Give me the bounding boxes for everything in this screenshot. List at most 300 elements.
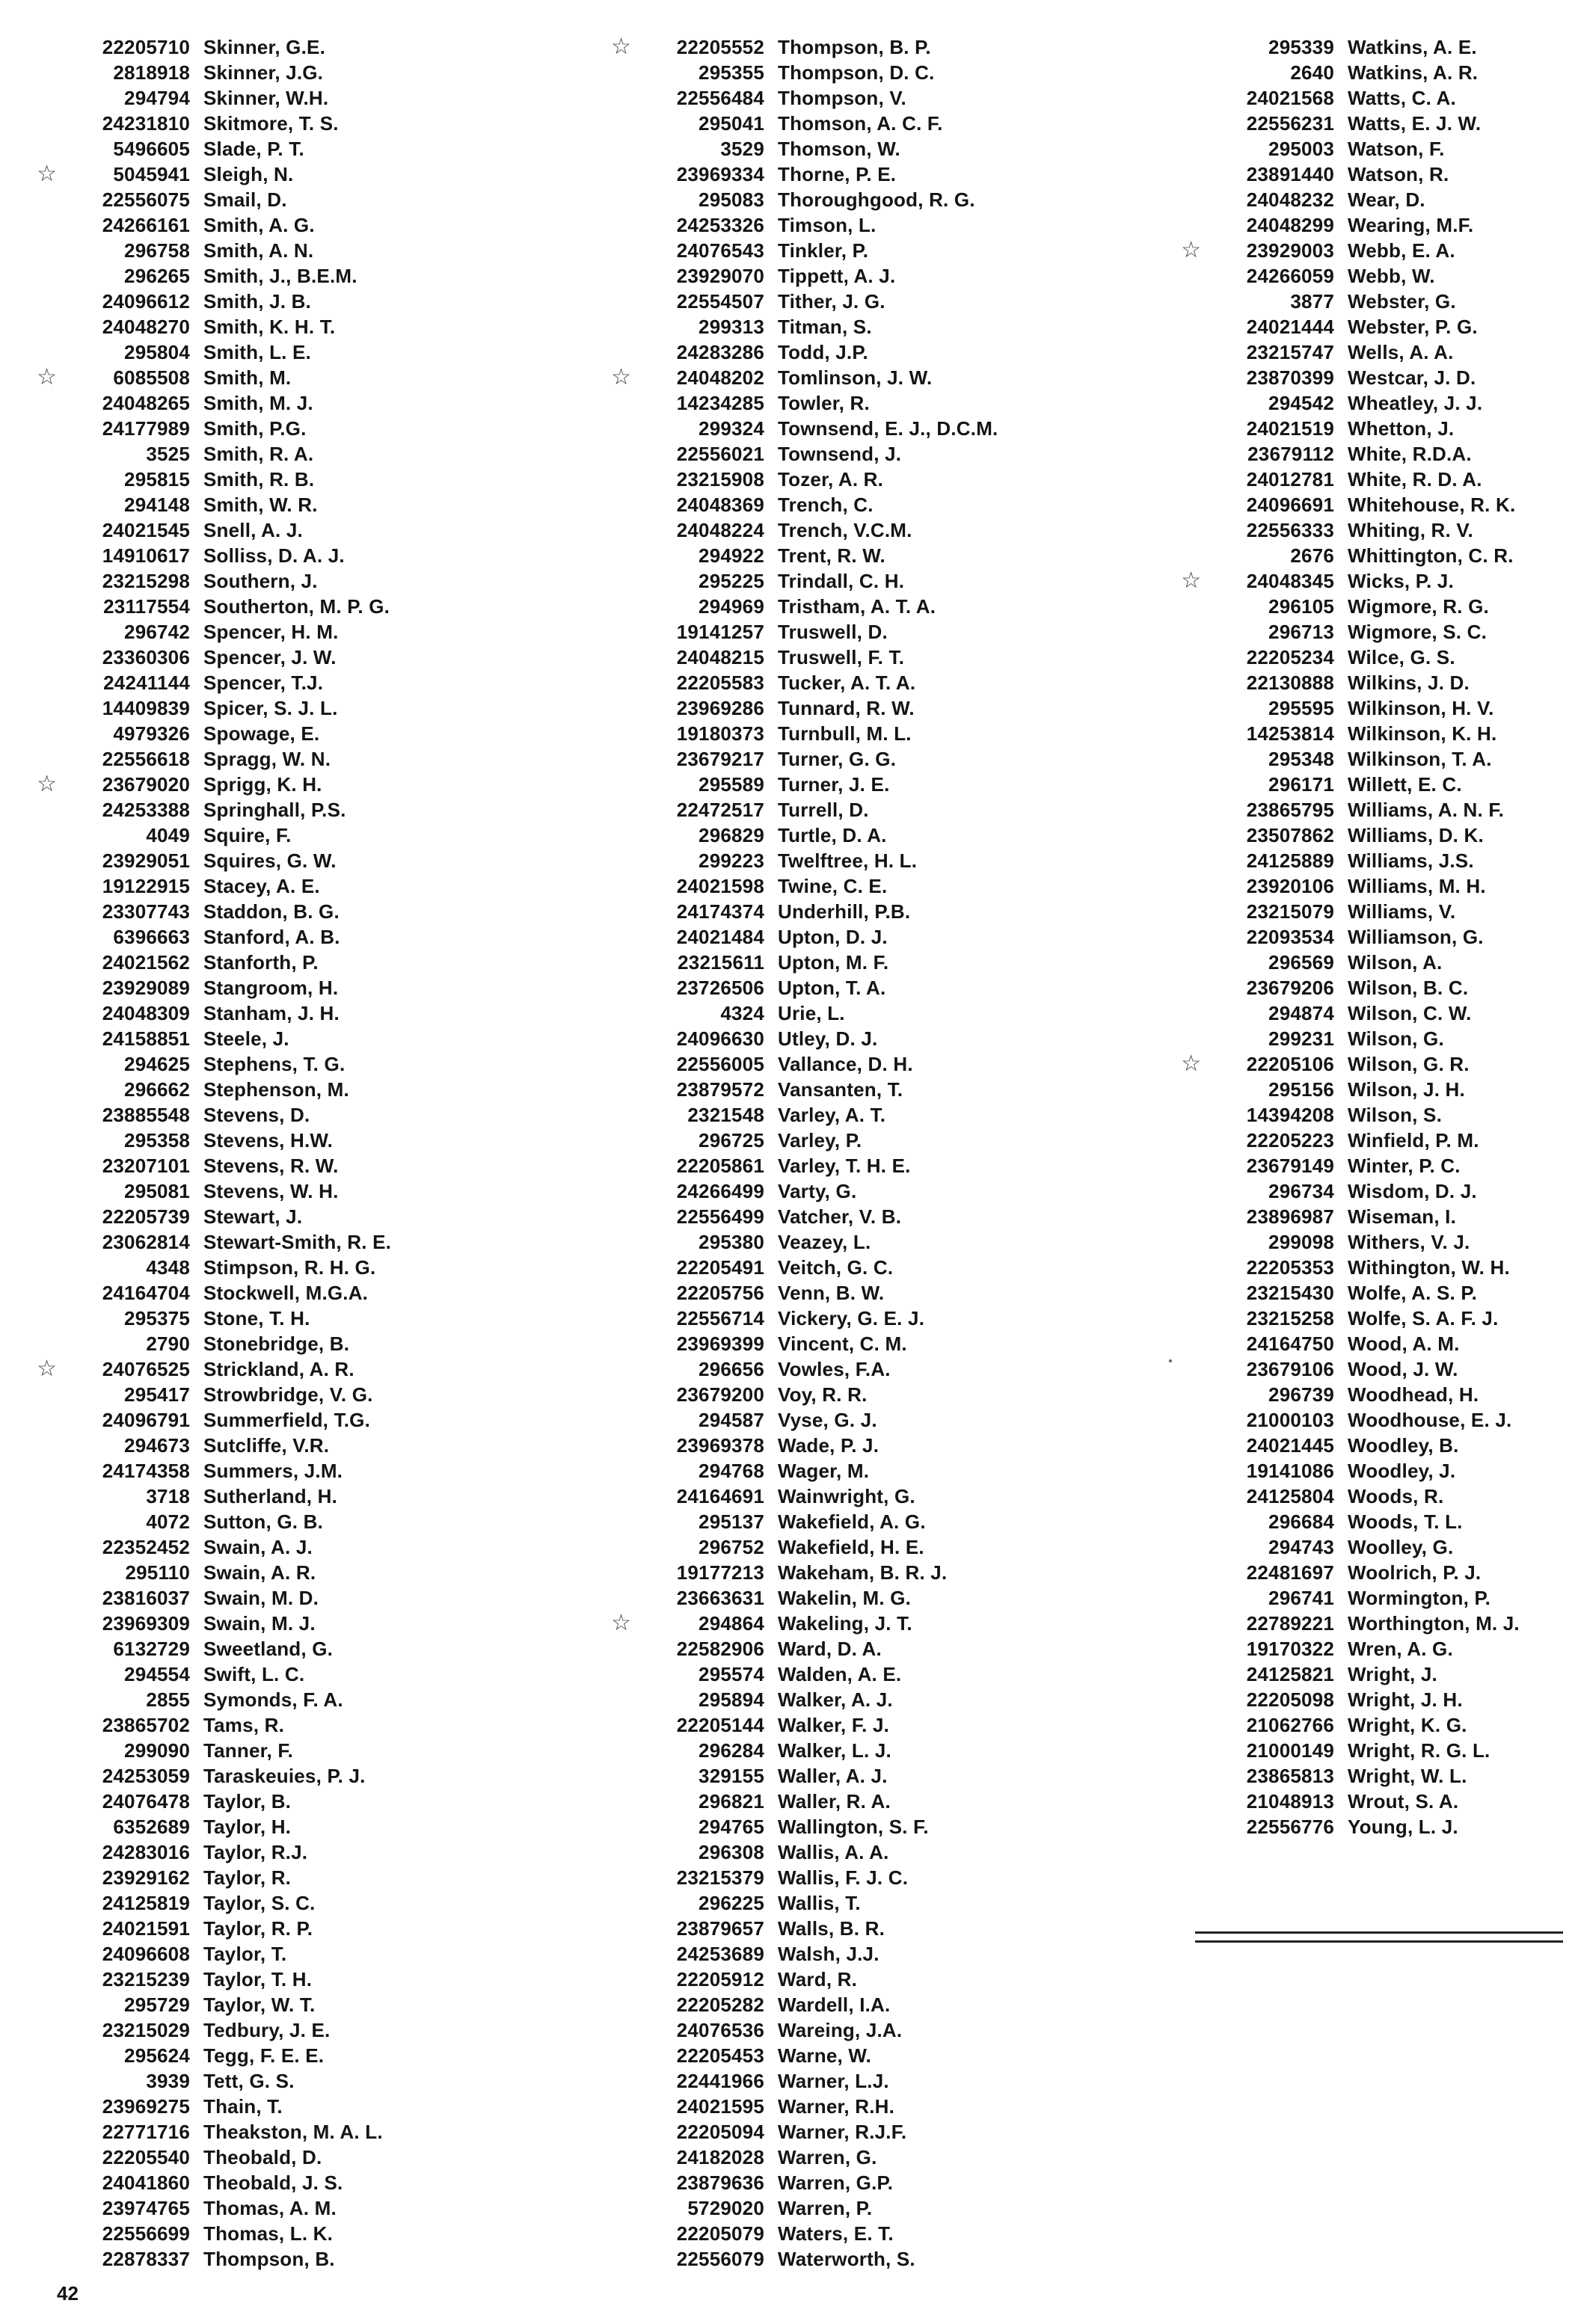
roll-entry	[28, 1280, 391, 1306]
roll-entry	[603, 2246, 998, 2272]
roll-entry	[1173, 238, 1520, 263]
service-number: 299223	[699, 849, 764, 872]
roll-entry	[28, 1687, 391, 1712]
person-name: Waters, E. T.	[778, 2222, 894, 2245]
service-number: 6132729	[113, 1637, 190, 1660]
roll-entry	[1173, 797, 1520, 823]
roll-entry	[603, 1433, 998, 1458]
roll-entry	[28, 950, 391, 975]
roll-entry	[1173, 212, 1520, 238]
roll-entry	[28, 1484, 391, 1509]
service-number: 22556484	[676, 86, 764, 109]
service-number: 22556714	[676, 1306, 764, 1329]
roll-entry	[28, 594, 391, 619]
person-name: Stangroom, H.	[203, 976, 339, 999]
person-name: Spencer, J. W.	[203, 645, 337, 668]
service-number: 22205453	[676, 2044, 764, 2067]
roll-entry	[1173, 1128, 1520, 1153]
person-name: Taylor, H.	[203, 1815, 292, 1838]
service-number: 19180373	[676, 722, 764, 745]
service-number: 23929003	[1246, 239, 1334, 262]
service-number: 24266161	[102, 213, 190, 236]
roll-entry	[28, 1992, 391, 2017]
roll-entry	[603, 1534, 998, 1560]
person-name: Slade, P. T.	[203, 137, 304, 160]
person-name: Walsh, J.J.	[778, 1942, 879, 1965]
person-name: Snell, A. J.	[203, 518, 303, 541]
service-number: 295417	[124, 1383, 190, 1406]
person-name: Wearing, M.F.	[1348, 213, 1474, 236]
service-number: 23062814	[102, 1230, 190, 1253]
roll-entry	[28, 695, 391, 721]
person-name: Wilson, G. R.	[1348, 1052, 1470, 1075]
roll-entry	[603, 1484, 998, 1509]
service-number: 299324	[699, 416, 764, 440]
roll-entry	[1173, 416, 1520, 441]
roll-entry	[28, 848, 391, 873]
person-name: Wallis, T.	[778, 1891, 861, 1914]
person-name: Wilson, A.	[1348, 950, 1443, 974]
roll-entry	[603, 619, 998, 645]
person-name: Skinner, G.E.	[203, 35, 325, 58]
roll-entry	[1173, 619, 1520, 645]
person-name: Tomlinson, J. W.	[778, 366, 933, 389]
service-number: 21048913	[1246, 1789, 1334, 1813]
roll-entry	[603, 212, 998, 238]
service-number: 296739	[1268, 1383, 1334, 1406]
roll-entry	[28, 924, 391, 950]
person-name: Turrell, D.	[778, 798, 869, 821]
roll-entry	[28, 339, 391, 365]
person-name: Young, L. J.	[1348, 1815, 1458, 1838]
person-name: Wright, J.	[1348, 1662, 1437, 1685]
service-number: 24174374	[676, 900, 764, 923]
service-number: 296758	[124, 239, 190, 262]
person-name: Warren, G.P.	[778, 2171, 894, 2194]
roll-entry	[28, 797, 391, 823]
roll-entry	[28, 1128, 391, 1153]
roll-entry	[1173, 645, 1520, 670]
person-name: Tett, G. S.	[203, 2069, 295, 2092]
roll-entry	[603, 1458, 998, 1484]
service-number: 4979326	[113, 722, 190, 745]
service-number: 23865702	[102, 1713, 190, 1736]
person-name: Trench, C.	[778, 493, 874, 516]
person-name: Swain, A. R.	[203, 1561, 316, 1584]
page-number: 42	[57, 2282, 79, 2305]
roll-entry	[1173, 187, 1520, 212]
roll-entry	[28, 899, 391, 924]
roll-entry	[28, 467, 391, 492]
service-number: 23215079	[1246, 900, 1334, 923]
roll-entry	[1173, 1331, 1520, 1356]
service-number: 24253388	[102, 798, 190, 821]
service-number: 23663631	[676, 1586, 764, 1609]
service-number: 22205540	[102, 2145, 190, 2168]
service-number: 24125804	[1246, 1484, 1334, 1507]
service-number: 23879657	[676, 1916, 764, 1940]
person-name: Stimpson, R. H. G.	[203, 1255, 376, 1279]
roll-entry	[1173, 594, 1520, 619]
service-number: 24021484	[676, 925, 764, 948]
service-number: 22130888	[1246, 671, 1334, 694]
roll-entry	[603, 136, 998, 162]
service-number: 23929089	[102, 976, 190, 999]
roll-entry	[603, 1000, 998, 1026]
roll-entry	[603, 645, 998, 670]
person-name: Williams, M. H.	[1348, 874, 1486, 897]
roll-entry	[1173, 1509, 1520, 1534]
service-number: 23679200	[676, 1383, 764, 1406]
roll-entry	[1173, 1306, 1520, 1331]
service-number: 23360306	[102, 645, 190, 668]
service-number: 296656	[699, 1357, 764, 1380]
person-name: Waterworth, S.	[778, 2247, 915, 2270]
person-name: Sprigg, K. H.	[203, 772, 322, 796]
roll-entry	[603, 1839, 998, 1865]
roll-entry	[28, 162, 391, 187]
person-name: Utley, D. J.	[778, 1027, 878, 1050]
service-number: 2790	[146, 1332, 190, 1355]
service-number: 4324	[720, 1001, 764, 1024]
roll-entry	[1173, 1153, 1520, 1178]
service-number: 6396663	[113, 925, 190, 948]
person-name: Skinner, W.H.	[203, 86, 329, 109]
service-number: 2321548	[687, 1103, 764, 1126]
service-number: 295081	[124, 1179, 190, 1202]
person-name: Vyse, G. J.	[778, 1408, 877, 1431]
roll-entry	[603, 1356, 998, 1382]
person-name: Whiting, R. V.	[1348, 518, 1473, 541]
service-number: 24125821	[1246, 1662, 1334, 1685]
person-name: Wardell, I.A.	[778, 1993, 891, 2016]
service-number: 23879636	[676, 2171, 764, 2194]
service-number: 295574	[699, 1662, 764, 1685]
service-number: 24021545	[102, 518, 190, 541]
service-number: 295041	[699, 111, 764, 135]
person-name: Summers, J.M.	[203, 1459, 343, 1482]
service-number: 23969334	[676, 162, 764, 185]
service-number: 23865795	[1246, 798, 1334, 821]
person-name: Spencer, T.J.	[203, 671, 324, 694]
person-name: Vansanten, T.	[778, 1078, 903, 1101]
person-name: Woodley, B.	[1348, 1433, 1459, 1457]
person-name: Wrout, S. A.	[1348, 1789, 1459, 1813]
person-name: Williams, V.	[1348, 900, 1456, 923]
roll-entry	[1173, 543, 1520, 568]
roll-entry	[28, 441, 391, 467]
person-name: Staddon, B. G.	[203, 900, 340, 923]
roll-entry	[28, 1509, 391, 1534]
roll-entry	[28, 1661, 391, 1687]
person-name: Wigmore, S. C.	[1348, 620, 1488, 643]
person-name: Wells, A. A.	[1348, 340, 1454, 363]
service-number: 294625	[124, 1052, 190, 1075]
service-number: 14409839	[102, 696, 190, 719]
person-name: Woods, R.	[1348, 1484, 1444, 1507]
service-number: 24096791	[102, 1408, 190, 1431]
service-number: 14253814	[1246, 722, 1334, 745]
star-icon: ☆	[1181, 238, 1201, 262]
service-number: 24096630	[676, 1027, 764, 1050]
roll-entry	[28, 2068, 391, 2094]
person-name: Skitmore, T. S.	[203, 111, 339, 135]
service-number: 24076536	[676, 2018, 764, 2041]
person-name: Thompson, B. P.	[778, 35, 931, 58]
roll-entry	[28, 187, 391, 212]
roll-entry	[603, 568, 998, 594]
person-name: Smail, D.	[203, 188, 287, 211]
roll-entry	[1173, 467, 1520, 492]
roll-entry	[28, 2145, 391, 2170]
person-name: Williamson, G.	[1348, 925, 1484, 948]
person-name: Swain, M. D.	[203, 1586, 319, 1609]
roll-entry	[603, 2195, 998, 2221]
roll-entry	[1173, 314, 1520, 339]
roll-entry	[603, 670, 998, 695]
service-number: 22205106	[1246, 1052, 1334, 1075]
person-name: Winfield, P. M.	[1348, 1128, 1479, 1152]
person-name: Towler, R.	[778, 391, 870, 414]
roll-entry	[603, 848, 998, 873]
person-name: Wakeling, J. T.	[778, 1611, 912, 1635]
roll-entry	[28, 2119, 391, 2145]
roll-entry	[603, 873, 998, 899]
roll-entry	[28, 670, 391, 695]
roll-entry	[603, 823, 998, 848]
person-name: Thomas, L. K.	[203, 2222, 334, 2245]
person-name: Stanforth, P.	[203, 950, 319, 974]
service-number: 23816037	[102, 1586, 190, 1609]
service-number: 22205098	[1246, 1688, 1334, 1711]
service-number: 22554507	[676, 289, 764, 313]
service-number: 5729020	[687, 2196, 764, 2219]
service-number: 23307743	[102, 900, 190, 923]
service-number: 22205861	[676, 1154, 764, 1177]
service-number: 24253059	[102, 1764, 190, 1787]
person-name: Springhall, P.S.	[203, 798, 346, 821]
service-number: 23896987	[1246, 1205, 1334, 1228]
service-number: 21000149	[1246, 1739, 1334, 1762]
service-number: 295589	[699, 772, 764, 796]
service-number: 22878337	[102, 2247, 190, 2270]
service-number: 22205583	[676, 671, 764, 694]
roll-entry	[28, 136, 391, 162]
service-number: 23679106	[1246, 1357, 1334, 1380]
roll-column-3	[1173, 34, 1520, 1839]
roll-entry	[28, 2094, 391, 2119]
roll-entry	[28, 1458, 391, 1484]
service-number: 14910617	[102, 544, 190, 567]
service-number: 24283016	[102, 1840, 190, 1863]
person-name: Upton, T. A.	[778, 976, 886, 999]
person-name: Todd, J.P.	[778, 340, 868, 363]
person-name: Warner, L.J.	[778, 2069, 889, 2092]
person-name: Warne, W.	[778, 2044, 872, 2067]
service-number: 24253689	[676, 1942, 764, 1965]
roll-entry	[603, 1738, 998, 1763]
person-name: Tippett, A. J.	[778, 264, 896, 287]
roll-entry	[1173, 1789, 1520, 1814]
person-name: Timson, L.	[778, 213, 877, 236]
service-number: 24241144	[103, 671, 190, 694]
person-name: Strickland, A. R.	[203, 1357, 354, 1380]
roll-entry	[603, 365, 998, 390]
person-name: Taraskeuies, P. J.	[203, 1764, 366, 1787]
roll-entry	[1173, 390, 1520, 416]
service-number: 24164691	[676, 1484, 764, 1507]
service-number: 22556079	[676, 2247, 764, 2270]
roll-entry	[1173, 339, 1520, 365]
person-name: Stevens, H.W.	[203, 1128, 334, 1152]
roll-entry	[603, 772, 998, 797]
roll-entry	[28, 1382, 391, 1407]
person-name: Ward, D. A.	[778, 1637, 882, 1660]
person-name: Turtle, D. A.	[778, 823, 887, 846]
person-name: Wilkinson, K. H.	[1348, 722, 1497, 745]
person-name: Webster, G.	[1348, 289, 1456, 313]
person-name: Woolrich, P. J.	[1348, 1561, 1482, 1584]
star-icon: ☆	[37, 365, 57, 390]
service-number: 295624	[124, 2044, 190, 2067]
roll-entry	[603, 1992, 998, 2017]
roll-entry	[1173, 772, 1520, 797]
roll-entry	[28, 1839, 391, 1865]
service-number: 22352452	[102, 1535, 190, 1558]
roll-entry	[1173, 1433, 1520, 1458]
roll-entry	[28, 1712, 391, 1738]
person-name: Watkins, A. E.	[1348, 35, 1477, 58]
service-number: 23870399	[1246, 366, 1334, 389]
person-name: Whitehouse, R. K.	[1348, 493, 1516, 516]
person-name: Varley, P.	[778, 1128, 862, 1152]
roll-entry	[603, 924, 998, 950]
person-name: Vallance, D. H.	[778, 1052, 913, 1075]
service-number: 19170322	[1246, 1637, 1334, 1660]
person-name: Tozer, A. R.	[778, 467, 884, 491]
person-name: Walker, L. J.	[778, 1739, 891, 1762]
service-number: 24048369	[676, 493, 764, 516]
person-name: Smith, W. R.	[203, 493, 318, 516]
service-number: 22481697	[1246, 1561, 1334, 1584]
person-name: Swain, M. J.	[203, 1611, 316, 1635]
service-number: 24048215	[676, 645, 764, 668]
roll-entry	[1173, 975, 1520, 1000]
person-name: Stephens, T. G.	[203, 1052, 346, 1075]
service-number: 294874	[1268, 1001, 1334, 1024]
person-name: Tinkler, P.	[778, 239, 869, 262]
person-name: Woodhouse, E. J.	[1348, 1408, 1512, 1431]
service-number: 23215430	[1246, 1281, 1334, 1304]
roll-entry	[603, 1789, 998, 1814]
service-number: 6085508	[113, 366, 190, 389]
roll-entry	[1173, 1763, 1520, 1789]
person-name: Walker, A. J.	[778, 1688, 893, 1711]
service-number: 22556075	[102, 188, 190, 211]
person-name: Wilkins, J. D.	[1348, 671, 1470, 694]
person-name: Varty, G.	[778, 1179, 857, 1202]
person-name: Wilson, B. C.	[1348, 976, 1469, 999]
roll-entry	[1173, 1484, 1520, 1509]
roll-entry	[28, 1229, 391, 1255]
person-name: Wheatley, J. J.	[1348, 391, 1483, 414]
person-name: Winter, P. C.	[1348, 1154, 1461, 1177]
service-number: 23215258	[1246, 1306, 1334, 1329]
roll-entry	[1173, 1458, 1520, 1484]
service-number: 24021445	[1246, 1433, 1334, 1457]
roll-entry	[1173, 746, 1520, 772]
person-name: Wiseman, I.	[1348, 1205, 1457, 1228]
roll-entry	[1173, 1814, 1520, 1839]
roll-entry	[28, 2195, 391, 2221]
roll-entry	[28, 85, 391, 111]
person-name: Turner, G. G.	[778, 747, 897, 770]
person-name: Spencer, H. M.	[203, 620, 339, 643]
person-name: Southern, J.	[203, 569, 318, 592]
roll-entry	[1173, 492, 1520, 517]
service-number: 23879572	[676, 1078, 764, 1101]
service-number: 23215239	[102, 1967, 190, 1991]
service-number: 22556333	[1246, 518, 1334, 541]
service-number: 296684	[1268, 1510, 1334, 1533]
person-name: Veazey, L.	[778, 1230, 871, 1253]
person-name: Theobald, J. S.	[203, 2171, 343, 2194]
service-number: 22093534	[1246, 925, 1334, 948]
person-name: Solliss, D. A. J.	[203, 544, 345, 567]
person-name: Watkins, A. R.	[1348, 61, 1479, 84]
service-number: 294673	[124, 1433, 190, 1457]
person-name: Smith, R. B.	[203, 467, 315, 491]
service-number: 299090	[124, 1739, 190, 1762]
service-number: 295225	[699, 569, 764, 592]
roll-entry	[603, 950, 998, 975]
person-name: Thain, T.	[203, 2094, 283, 2118]
person-name: Wigmore, R. G.	[1348, 594, 1489, 618]
roll-entry	[1173, 1026, 1520, 1051]
roll-entry	[28, 1356, 391, 1382]
person-name: Smith, K. H. T.	[203, 315, 336, 338]
person-name: Squires, G. W.	[203, 849, 337, 872]
roll-entry	[603, 695, 998, 721]
service-number: 2855	[146, 1688, 190, 1711]
service-number: 24096608	[102, 1942, 190, 1965]
service-number: 296741	[1268, 1586, 1334, 1609]
person-name: Venn, B. W.	[778, 1281, 885, 1304]
service-number: 24125889	[1246, 849, 1334, 872]
service-number: 23929162	[102, 1866, 190, 1889]
person-name: Wood, J. W.	[1348, 1357, 1458, 1380]
service-number: 295348	[1268, 747, 1334, 770]
person-name: Truswell, F. T.	[778, 645, 905, 668]
service-number: 6352689	[113, 1815, 190, 1838]
service-number: 24253326	[676, 213, 764, 236]
roll-entry	[603, 289, 998, 314]
service-number: 22556231	[1246, 111, 1334, 135]
person-name: Wren, A. G.	[1348, 1637, 1453, 1660]
service-number: 24231810	[102, 111, 190, 135]
person-name: Warner, R.J.F.	[778, 2120, 907, 2143]
person-name: Tanner, F.	[203, 1739, 293, 1762]
person-name: Thompson, B.	[203, 2247, 335, 2270]
person-name: Wright, J. H.	[1348, 1688, 1463, 1711]
person-name: Wolfe, S. A. F. J.	[1348, 1306, 1499, 1329]
roll-entry	[28, 1178, 391, 1204]
roll-entry	[603, 1611, 998, 1636]
service-number: 296308	[699, 1840, 764, 1863]
roll-entry	[1173, 568, 1520, 594]
person-name: Wear, D.	[1348, 188, 1425, 211]
service-number: 295355	[699, 61, 764, 84]
